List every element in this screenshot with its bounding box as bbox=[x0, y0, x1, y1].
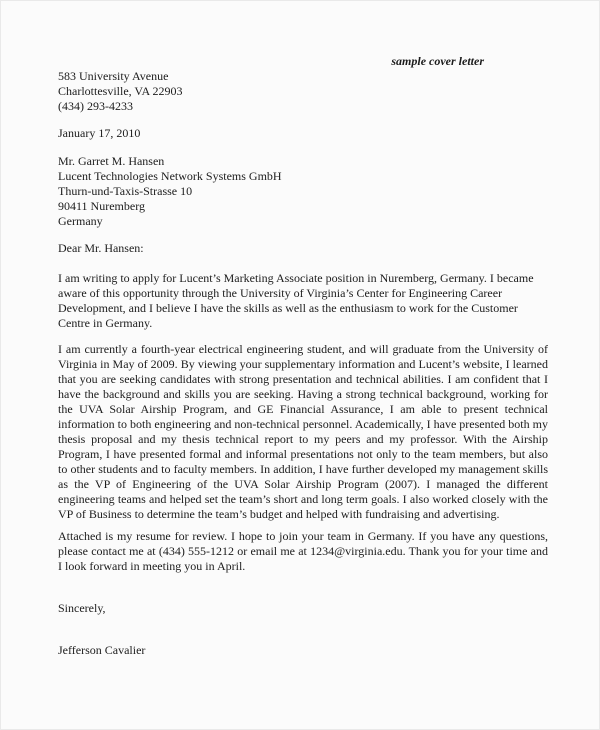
letter-content bbox=[58, 54, 548, 658]
letter-date: January 17, 2010 bbox=[58, 126, 141, 140]
recipient-address-block bbox=[58, 154, 548, 229]
salutation: Dear Mr. Hansen: bbox=[58, 241, 144, 255]
recipient-street-line: Thurn-und-Taxis-Strasse 10 bbox=[58, 184, 193, 198]
recipient-country-line: Germany bbox=[58, 214, 103, 228]
recipient-city-line: 90411 Nuremberg bbox=[58, 199, 145, 213]
body-paragraph-closing: Attached is my resume for review. I hope to join your team in Germany. If you have any questions, please contact me at (434) 555-1212 or email me at 1234@virginia.edu. Thank you for your time and I look forward in meeting you in April. bbox=[58, 529, 548, 573]
recipient-company-line: Lucent Technologies Network Systems GmbH bbox=[58, 169, 282, 183]
complimentary-closing: Sincerely, bbox=[58, 601, 106, 615]
sender-address-line: Charlottesville, VA 22903 bbox=[58, 84, 183, 98]
sender-address-line: 583 University Avenue bbox=[58, 69, 169, 83]
signature-name: Jefferson Cavalier bbox=[58, 643, 146, 657]
sender-address-block bbox=[58, 69, 548, 114]
body-paragraph-intro: I am writing to apply for Lucent’s Marketing Associate position in Nuremberg, Germany. I became aware of this opportunity through the University of Virginia’s Center for Engineering Career Development, and I believe I have the skills as well as the enthusiasm to work for the Customer Centre in Germany. bbox=[58, 271, 534, 330]
recipient-name-line: Mr. Garret M. Hansen bbox=[58, 154, 165, 168]
body-paragraph-qualifications: I am currently a fourth-year electrical engineering student, and will graduate from the University of Virginia in May of 2009. By viewing your supplementary information and Lucent’s website, I learned that you are seeking candidates with strong presentation and technical abilities. I am confident that I have the background and skills you are seeking. Having a strong technical background, working for the UVA Solar Airship Program, and GE Financial Assurance, I am able to present technical information to both engineering and non-technical personnel. Academically, I have presented both my thesis proposal and my thesis technical report to my peers and my professor. With the Airship Program, I have presented formal and informal presentations not only to the team members, but also to other students and to faculty members. In addition, I have further developed my management skills as the VP of Engineering of the UVA Solar Airship Program (2007). I managed the different engineering teams and helped set the team’s short and long term goals. I also worked closely with the VP of Business to determine the team’s budget and helped with fundraising and advertising. bbox=[58, 342, 548, 521]
sender-phone-line: (434) 293-4233 bbox=[58, 99, 133, 113]
document-heading: sample cover letter bbox=[391, 54, 484, 68]
